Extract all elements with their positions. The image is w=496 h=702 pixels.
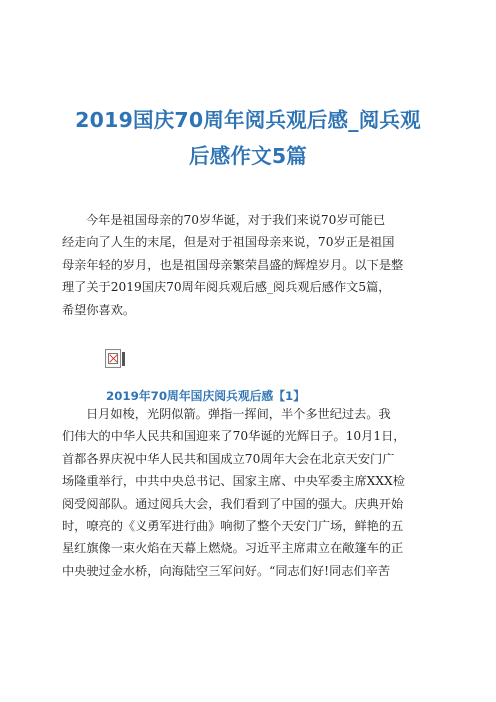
image-error-mark bbox=[108, 353, 118, 364]
document-title bbox=[40, 102, 456, 174]
section-line: 中央驶过金水桥，向海陆空三军问好。“同志们好!同志们辛苦 bbox=[62, 563, 391, 578]
intro-paragraph bbox=[62, 209, 434, 321]
section-line: 星红旗像一束火焰在天幕上燃烧。习近平主席肃立在敞篷车的正 bbox=[62, 541, 404, 556]
section-line: 时，嘹亮的《义勇军进行曲》响彻了整个天安门广场，鲜艳的五 bbox=[62, 519, 404, 534]
intro-line: 理了关于2019国庆70周年阅兵观后感_阅兵观后感作文5篇， bbox=[62, 280, 391, 295]
intro-line: 母亲年轻的岁月，也是祖国母亲繁荣昌盛的辉煌岁月。以下是整 bbox=[62, 257, 404, 272]
title-line-1: 2019国庆70周年阅兵观后感_阅兵观 bbox=[75, 108, 421, 132]
section-paragraph bbox=[62, 403, 434, 582]
section-line: 日月如梭，光阴似箭。弹指一挥间，半个多世纪过去。我 bbox=[86, 407, 391, 421]
intro-line: 今年是祖国母亲的70岁华诞，对于我们来说70岁可能已 bbox=[86, 213, 386, 227]
intro-line: 希望你喜欢。 bbox=[62, 302, 136, 317]
image-edge-mark bbox=[122, 352, 125, 366]
section-line: 们伟大的中华人民共和国迎来了70华诞的光辉日子。10月1日， bbox=[62, 429, 406, 444]
section-line: 阅受阅部队。通过阅兵大会，我们看到了中国的强大。庆典开始 bbox=[62, 496, 404, 511]
broken-image-icon bbox=[105, 349, 121, 368]
title-line-2: 后感作文5篇 bbox=[189, 144, 307, 168]
section-line: 场隆重举行，中共中央总书记、国家主席、中央军委主席XXX检 bbox=[62, 474, 405, 489]
section-line: 首都各界庆祝中华人民共和国成立70周年大会在北京天安门广 bbox=[62, 451, 395, 466]
section-heading: 2019年70周年国庆阅兵观后感【1】 bbox=[106, 389, 306, 403]
intro-line: 经走向了人生的末尾，但是对于祖国母亲来说，70岁正是祖国 bbox=[62, 235, 395, 250]
